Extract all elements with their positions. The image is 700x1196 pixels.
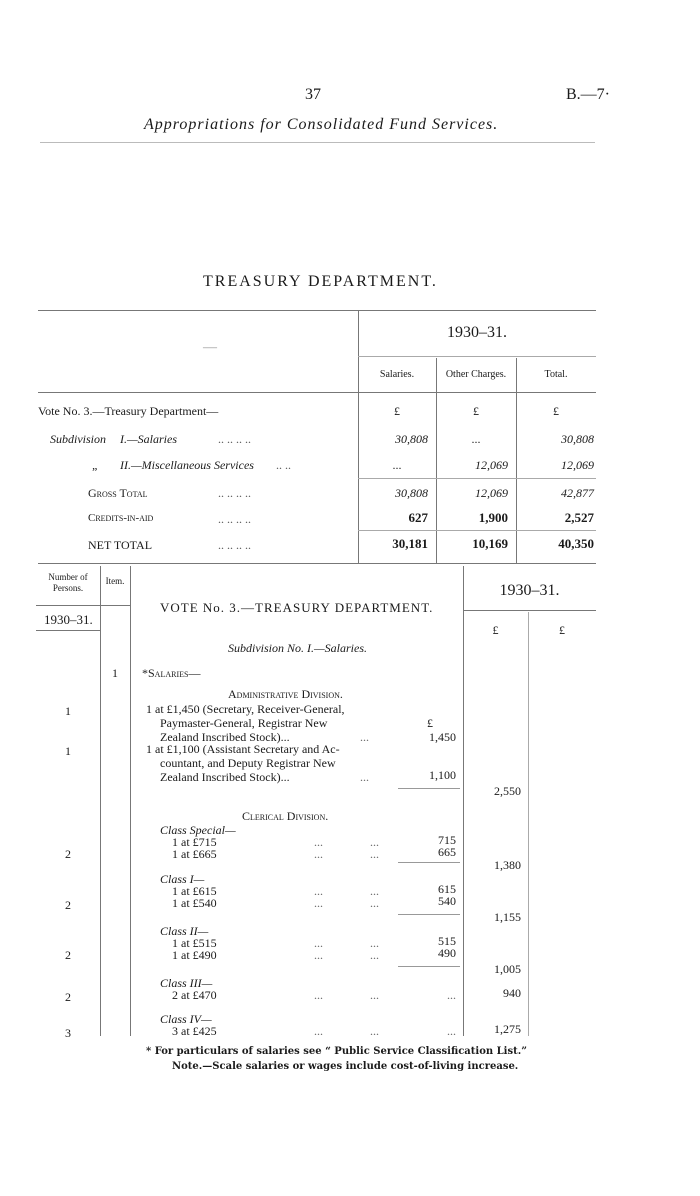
detail-header-rule bbox=[36, 630, 100, 631]
admin-entry-line: countant, and Deputy Registrar New bbox=[160, 756, 336, 770]
salaries-label: *Salaries— bbox=[142, 666, 201, 680]
clerical-division-heading: Clerical Division. bbox=[242, 809, 329, 823]
admin-entry-line: Paymaster-General, Registrar New bbox=[160, 716, 328, 730]
cell-other: 12,069 bbox=[475, 486, 508, 500]
persons-count: 2 bbox=[65, 847, 71, 861]
item-number: 1 bbox=[112, 666, 118, 680]
subtotal-rule bbox=[398, 862, 460, 863]
cell-total: 12,069 bbox=[561, 458, 594, 472]
subtotal-rule bbox=[398, 966, 460, 967]
detail-year-right: 1930–31. bbox=[499, 582, 560, 599]
row-leaders: ... bbox=[314, 936, 323, 950]
class-amount: ... bbox=[447, 988, 456, 1002]
persons-count: 3 bbox=[65, 1026, 71, 1040]
header-rule bbox=[40, 142, 595, 143]
pound-sign: £ bbox=[492, 623, 499, 637]
note: Note.—Scale salaries or wages include cost-of-living increase. bbox=[172, 1061, 519, 1072]
admin-amount: 1,100 bbox=[429, 768, 456, 782]
sum-rule bbox=[358, 530, 596, 531]
detail-year-left: 1930–31. bbox=[44, 612, 93, 627]
subtotal-rule bbox=[398, 914, 460, 915]
row-leaders: ... bbox=[314, 988, 323, 1002]
row-prefix: Subdivision bbox=[50, 432, 106, 446]
persons-count: 2 bbox=[65, 898, 71, 912]
row-leaders: ... bbox=[314, 884, 323, 898]
row-leaders: ... bbox=[370, 988, 379, 1002]
row-leaders: .. .. .. .. bbox=[218, 538, 251, 552]
class-amount: 515 bbox=[438, 934, 456, 948]
class-total: 940 bbox=[503, 986, 521, 1000]
class-name: Class I— bbox=[160, 872, 205, 886]
summary-dash: — bbox=[203, 340, 217, 355]
summary-top-rule bbox=[38, 310, 596, 311]
cell-salaries: 30,181 bbox=[392, 536, 428, 551]
pound-sign: £ bbox=[559, 623, 565, 637]
cell-total: 40,350 bbox=[558, 536, 594, 551]
row-leaders: ... bbox=[314, 896, 323, 910]
cell-salaries: ... bbox=[392, 458, 402, 472]
subtotal-rule bbox=[398, 788, 460, 789]
administrative-division-heading: Administrative Division. bbox=[228, 687, 343, 701]
class-name: Class II— bbox=[160, 924, 209, 938]
class-line: 1 at £665 bbox=[172, 847, 217, 861]
class-line: 1 at £490 bbox=[172, 948, 217, 962]
column-header-total: Total. bbox=[544, 369, 568, 380]
summary-year-rule bbox=[358, 356, 596, 357]
detail-col-rule bbox=[100, 566, 101, 1036]
row-leaders: .. .. .. .. bbox=[218, 512, 251, 526]
class-amount: 540 bbox=[438, 894, 456, 908]
row-leaders: ... bbox=[370, 847, 379, 861]
summary-year: 1930–31. bbox=[447, 324, 507, 341]
class-line: 2 at £470 bbox=[172, 988, 217, 1002]
summary-bottom-rule bbox=[38, 563, 596, 564]
cell-total: 42,877 bbox=[561, 486, 594, 500]
row-leaders: ... bbox=[370, 896, 379, 910]
row-leaders: ... bbox=[360, 730, 369, 744]
pound-sign: £ bbox=[473, 404, 479, 418]
row-prefix: „ bbox=[92, 458, 99, 472]
row-leaders: ... bbox=[370, 884, 379, 898]
cell-salaries: 30,808 bbox=[395, 486, 428, 500]
class-total: 1,275 bbox=[494, 1022, 521, 1036]
cell-total: 30,808 bbox=[561, 432, 594, 446]
class-total: 1,155 bbox=[494, 910, 521, 924]
cell-salaries: 30,808 bbox=[395, 432, 428, 446]
net-total-label: NET TOTAL bbox=[88, 538, 153, 552]
column-header-persons: Number of Persons. bbox=[48, 572, 88, 593]
class-amount: 490 bbox=[438, 946, 456, 960]
page-number: 37 bbox=[305, 86, 321, 103]
running-title: Appropriations for Consolidated Fund Services. bbox=[144, 116, 499, 133]
row-leaders: ... bbox=[314, 948, 323, 962]
admin-entry-line: Zealand Inscribed Stock)... bbox=[160, 770, 290, 784]
row-leaders: ... bbox=[370, 948, 379, 962]
class-amount: 615 bbox=[438, 882, 456, 896]
vote-line: Vote No. 3.—Treasury Department— bbox=[38, 404, 219, 418]
pound-sign: £ bbox=[427, 716, 433, 730]
admin-total: 2,550 bbox=[494, 784, 521, 798]
vote-heading: VOTE No. 3.—TREASURY DEPARTMENT. bbox=[160, 600, 434, 615]
cell-other: 1,900 bbox=[478, 510, 508, 525]
class-amount: 715 bbox=[438, 833, 456, 847]
column-header-item: Item. bbox=[105, 576, 125, 586]
row-leaders: ... bbox=[314, 835, 323, 849]
persons-count: 2 bbox=[65, 948, 71, 962]
page-title: TREASURY DEPARTMENT. bbox=[203, 273, 438, 290]
gross-total-label: Gross Total bbox=[88, 486, 148, 500]
persons-count: 1 bbox=[65, 704, 71, 718]
class-name: Class III— bbox=[160, 976, 213, 990]
class-amount: 665 bbox=[438, 845, 456, 859]
admin-entry-line: 1 at £1,100 (Assistant Secretary and Ac- bbox=[146, 742, 340, 756]
cell-other: ... bbox=[471, 432, 481, 446]
row-leaders: .. .. .. .. bbox=[218, 432, 251, 446]
pound-sign: £ bbox=[553, 404, 559, 418]
row-leaders: ... bbox=[360, 770, 369, 784]
class-total: 1,380 bbox=[494, 858, 521, 872]
detail-header-rule bbox=[36, 605, 100, 606]
row-label: II.—Miscellaneous Services bbox=[120, 458, 254, 472]
subdivision-heading: Subdivision No. I.—Salaries. bbox=[228, 641, 368, 655]
column-header-other-charges: Other Charges. bbox=[445, 369, 507, 380]
column-header-salaries: Salaries. bbox=[379, 369, 415, 380]
class-name: Class IV— bbox=[160, 1012, 212, 1026]
class-line: 3 at £425 bbox=[172, 1024, 217, 1038]
class-line: 1 at £540 bbox=[172, 896, 217, 910]
row-leaders: .. .. .. .. bbox=[218, 486, 251, 500]
admin-amount: 1,450 bbox=[429, 730, 456, 744]
detail-col-rule bbox=[528, 612, 529, 1036]
row-leaders: ... bbox=[314, 847, 323, 861]
cell-total: 2,527 bbox=[564, 510, 594, 525]
class-line: 1 at £515 bbox=[172, 936, 217, 950]
row-leaders: .. .. bbox=[276, 458, 291, 472]
document-reference: B.—7· bbox=[566, 86, 610, 103]
row-leaders: ... bbox=[370, 1024, 379, 1038]
persons-count: 1 bbox=[65, 744, 71, 758]
summary-header-rule bbox=[38, 392, 596, 393]
row-leaders: ... bbox=[370, 835, 379, 849]
detail-header-rule bbox=[100, 605, 130, 606]
cell-other: 12,069 bbox=[475, 458, 508, 472]
pound-sign: £ bbox=[394, 404, 400, 418]
admin-entry-line: 1 at £1,450 (Secretary, Receiver-General, bbox=[146, 702, 345, 716]
footnote: * For particulars of salaries see “ Public Service Classification List.” bbox=[146, 1046, 527, 1057]
detail-header-rule bbox=[463, 610, 596, 611]
row-leaders: ... bbox=[314, 1024, 323, 1038]
cell-other: 10,169 bbox=[472, 536, 508, 551]
class-total: 1,005 bbox=[494, 962, 521, 976]
credits-in-aid-label: Credits-in-aid bbox=[88, 512, 154, 524]
class-name: Class Special— bbox=[160, 823, 236, 837]
detail-col-rule bbox=[130, 566, 131, 1036]
class-line: 1 at £715 bbox=[172, 835, 217, 849]
class-amount: ... bbox=[447, 1024, 456, 1038]
row-label: I.—Salaries bbox=[120, 432, 177, 446]
cell-salaries: 627 bbox=[408, 510, 428, 525]
persons-count: 2 bbox=[65, 990, 71, 1004]
sum-rule bbox=[358, 478, 596, 479]
row-leaders: ... bbox=[370, 936, 379, 950]
class-line: 1 at £615 bbox=[172, 884, 217, 898]
admin-entry-line: Zealand Inscribed Stock)... bbox=[160, 730, 290, 744]
